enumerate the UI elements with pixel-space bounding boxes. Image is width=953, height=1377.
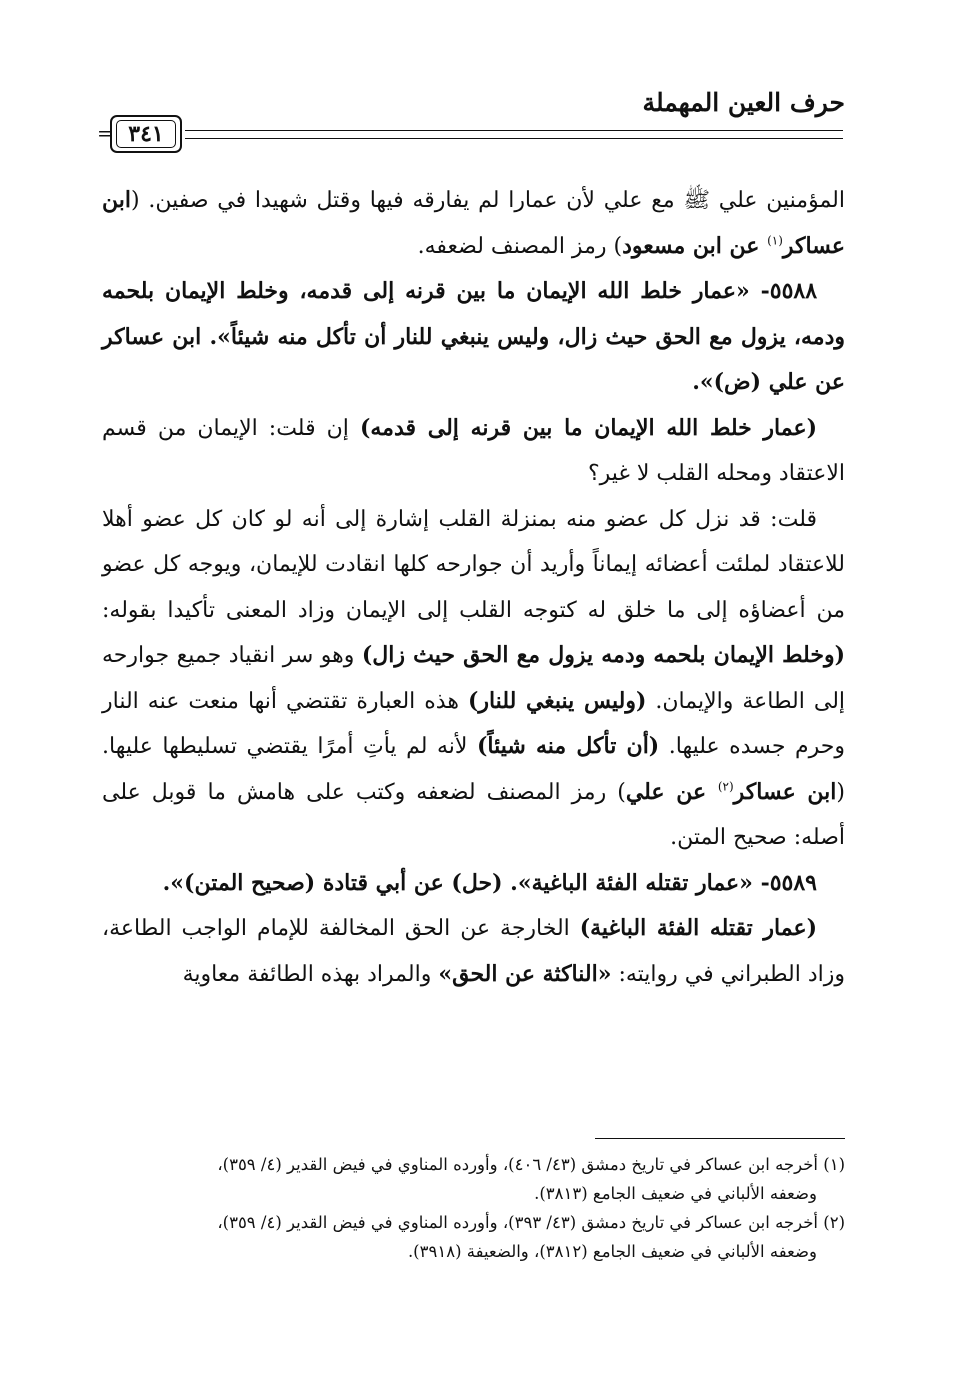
text-run: والمراد بهذه الطائفة معاوية (182, 961, 439, 987)
running-header-title: حرف العين المهملة (642, 88, 845, 117)
source-citation: عن ابن مسعود (622, 232, 768, 259)
footnote-2-line-1: (٢) أخرجه ابن عساكر في تاريخ دمشق (٤٣/ ٣٩٣)، وأورده المناوي في فيض القدير (٤/ ٣٥٩)، (217, 1213, 845, 1232)
quoted-phrase: (وليس ينبغي للنار) (467, 687, 647, 714)
header-double-rule (185, 130, 843, 139)
footnote-separator (595, 1138, 845, 1139)
quoted-phrase: (أن تأكل منه شيئاً) (476, 733, 660, 759)
footnote-1-line-2: وضعفه الألباني في ضعيف الجامع (٣٨١٣). (534, 1184, 817, 1203)
quoted-phrase: (عمار تقتله الفئة الباغية) (579, 915, 817, 941)
text-run: ) رمز المصنف لضعفه وكتب على هامش ما قوبل على أصله: صحيح المتن. (102, 779, 845, 850)
commentary-paragraph (102, 497, 845, 861)
source-citation: عن علي (625, 778, 718, 805)
footnote-1-line-1: (١) أخرجه ابن عساكر في تاريخ دمشق (٤٣/ ٤٠٦)، وأورده المناوي في فيض القدير (٤/ ٣٥٩)، (217, 1155, 845, 1174)
hadith-text: «عمار خلط الله الإيمان ما بين قرنه إلى قدمه، وخلط الإيمان بلحمه ودمه، يزول مع الحق حيث زال، وليس ينبغي للنار أن تأكل منه شيئاً». ابن عساكر عن علي (ض)». (102, 278, 845, 395)
quoted-phrase: (وخلط الإيمان بلحمه ودمه يزول مع الحق حيث زال) (361, 642, 845, 668)
footnote-2-line-2: وضعفه الألباني في ضعيف الجامع (٣٨١٢)، والضعيفة (٣٩١٨). (407, 1242, 817, 1261)
paragraph-continuation (102, 178, 845, 269)
main-text (102, 178, 845, 997)
footnote-ref-1: (١) (767, 233, 783, 248)
text-run: المؤمنين علي ﷺ مع علي لأن عمارا لم يفارقه فيها وقتل شهيدا في صفين. ( (130, 188, 845, 213)
source-citation: ابن عساكر (102, 187, 845, 259)
commentary-paragraph (102, 906, 845, 997)
text-run: وهو سر انقياد جميع جوارحه إلى الطاعة والإيمان. (102, 643, 846, 714)
text-run: الخارجة عن الحق المخالفة للإمام الواجب الطاعة، وزاد الطبراني في روايته: (102, 916, 845, 987)
footnotes (102, 1150, 845, 1266)
hadith-5588 (102, 269, 845, 406)
page-number: ٣٤١ (128, 121, 164, 147)
text-run: إن قلت: الإيمان من قسم الاعتقاد ومحله القلب لا غير؟ (102, 415, 845, 486)
quoted-phrase: (عمار خلط الله الإيمان ما بين قرنه إلى قدمه) (359, 414, 817, 441)
text-run: لأنه لم يأتِ أمرًا يقتضي تسليطها عليها. ( (102, 734, 845, 805)
quoted-phrase: «الناكثة عن الحق» (438, 960, 612, 987)
header-equals-mark: = (97, 121, 114, 145)
page-number-frame (110, 115, 182, 153)
source-citation: ابن عساكر (733, 778, 837, 805)
hadith-number: ٥٥٨٨- (749, 278, 818, 304)
hadith-number: ٥٥٨٩- (752, 869, 817, 896)
commentary-paragraph (102, 406, 845, 497)
text-run: ) رمز المصنف لضعفه. (417, 233, 623, 259)
hadith-text: «عمار تقتله الفئة الباغية». (حل) عن أبي قتادة (صحيح المتن)». (162, 869, 753, 896)
text-run: هذه العبارة تقتضي أنها منعت عنه النار وحرم جسده عليها. (102, 688, 845, 759)
footnote-ref-2: (٢) (717, 779, 734, 794)
hadith-5589 (102, 861, 845, 907)
text-run: قلت: قد نزل كل عضو منه بمنزلة القلب إشارة إلى أنه لو كان كل عضو أهلا للاعتقاد لملئت أعضائه إيماناً وأريد أن جوارحه كلها انقادت للإيمان، ويوجه كل عضو من أعضاؤه إلى ما خلق له كتوجه القلب إلى الإيمان وزاد المعنى تأكيدا بقوله: (102, 506, 845, 623)
